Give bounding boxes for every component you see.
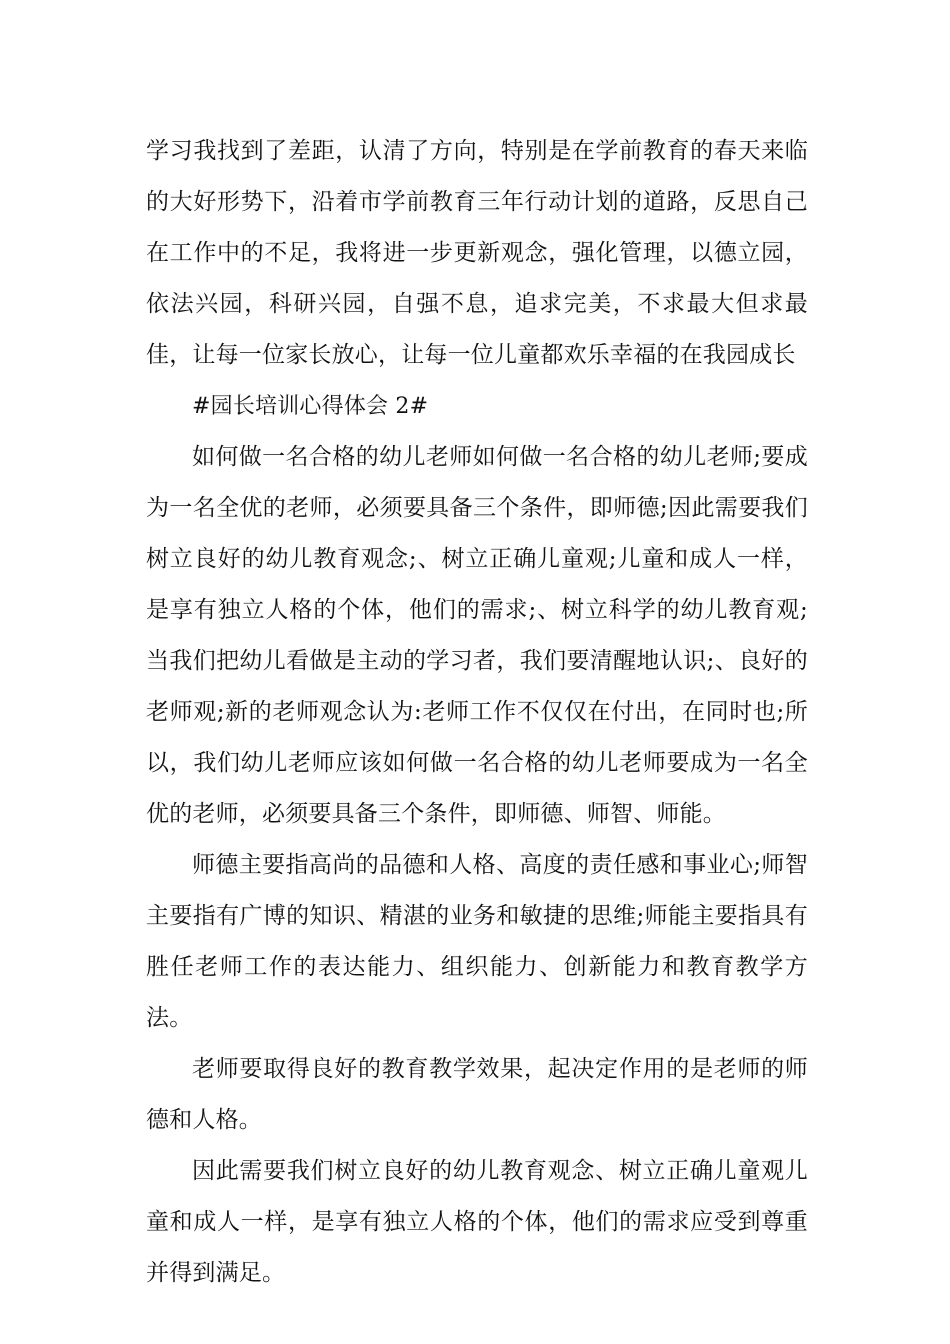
- paragraph-teaching-effect: 老师要取得良好的教育教学效果，起决定作用的是老师的师德和人格。: [146, 1056, 808, 1133]
- section-heading: #园长培训心得体会 2#: [192, 394, 429, 419]
- paragraph-continuation: 学习我找到了差距，认清了方向，特别是在学前教育的春天来临的大好形势下，沿着市学前教育三年行动计划的道路，反思自己在工作中的不足，我将进一步更新观念，强化管理，以德立园，依法兴园，科研兴园，自强不息，追求完美，不求最大但求最佳，让每一位家长放心，让每一位儿童都欢乐幸福的在我园成长: [146, 138, 808, 368]
- paragraph-education-concept: 因此需要我们树立良好的幼儿教育观念、树立正确儿童观儿童和成人一样，是享有独立人格的个体，他们的需求应受到尊重并得到满足。: [146, 1158, 808, 1286]
- paragraph-teacher-virtue: 师德主要指高尚的品德和人格、高度的责任感和事业心;师智主要指有广博的知识、精湛的业务和敏捷的思维;师能主要指具有胜任老师工作的表达能力、组织能力、创新能力和教育教学方法。: [146, 852, 808, 1031]
- paragraph-qualified-teacher: 如何做一名合格的幼儿老师如何做一名合格的幼儿老师;要成为一名全优的老师，必须要具备三个条件，即师德;因此需要我们树立良好的幼儿教育观念;、树立正确儿童观;儿童和成人一样，是享有独立人格的个体，他们的需求;、树立科学的幼儿教育观;当我们把幼儿看做是主动的学习者，我们要清醒地认识;、良好的老师观;新的老师观念认为:老师工作不仅仅在付出，在同时也;所以，我们幼儿老师应该如何做一名合格的幼儿老师要成为一名全优的老师，必须要具备三个条件，即师德、师智、师能。: [146, 444, 808, 827]
- document-page: [146, 126, 808, 1299]
